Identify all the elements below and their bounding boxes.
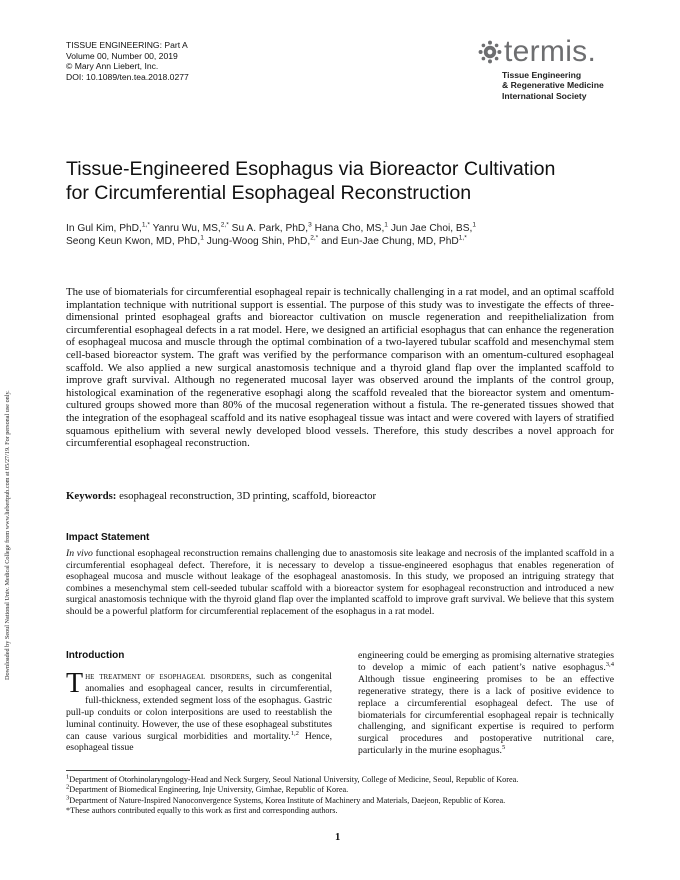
author-affiliation: 1 bbox=[200, 234, 204, 242]
gear-dots-icon bbox=[478, 40, 502, 64]
intro-smallcaps-lead: he treatment of esophageal disorders, bbox=[85, 671, 252, 682]
intro-text: Although tissue engineering promises to be an effective regenerative strategy, there is a lack of positive evidence to replace a circumferential esophageal defect. The use of biomaterials for circumferential esophageal repair is technically challenging, and significant expertise is required to perform surgical procedures and postoperative nutritional care, particularly in the murine esophagus. bbox=[358, 673, 614, 757]
title-line: Tissue-Engineered Esophagus via Bioreactor Cultivation bbox=[66, 158, 556, 180]
author-line bbox=[66, 235, 626, 248]
footnote-text: Department of Otorhinolaryngology-Head and Neck Surgery, Seoul National University, College of Medicine, Seoul, Republic of Korea. bbox=[69, 775, 519, 784]
footnote bbox=[66, 796, 626, 806]
footnote-text: Department of Biomedical Engineering, Inje University, Gimhae, Republic of Korea. bbox=[69, 785, 349, 795]
intro-left-column bbox=[66, 668, 332, 754]
author-line bbox=[66, 222, 626, 235]
author-affiliation: 1 bbox=[384, 221, 388, 229]
logo-tagline bbox=[502, 70, 628, 101]
author-affiliation: 3 bbox=[308, 221, 312, 229]
author-affiliation: 1,* bbox=[458, 234, 467, 242]
intro-heading: Introduction bbox=[66, 650, 125, 661]
author-affiliation: 1,* bbox=[141, 221, 150, 229]
journal-info bbox=[66, 40, 189, 82]
author-name: Jung-Woog Shin, PhD, bbox=[206, 236, 311, 247]
footnote-marker: 1 bbox=[66, 773, 70, 781]
drop-cap: T bbox=[66, 668, 84, 699]
footnote-marker: 2 bbox=[66, 783, 70, 791]
intro-text: Hence, esophageal tissue bbox=[66, 730, 332, 754]
author-name: and Eun-Jae Chung, MD, PhD bbox=[321, 236, 459, 247]
logo-tagline-line: & Regenerative Medicine bbox=[502, 80, 604, 91]
impact-italic-lead: In vivo bbox=[66, 548, 93, 559]
author-name: Yanru Wu, MS, bbox=[152, 223, 221, 234]
impact-body: functional esophageal reconstruction remains challenging due to anastomosis site leakage and necrosis of the implanted scaffold in a circumferential esophageal defect. Therefore, it is necessary to develop a tissue-engineered esophagus that enables regeneration of esophageal mucosa and muscle without leakage of the esophageal anastomosis. In this study, we proposed an intriguing strategy that combines a mesenchymal stem cell-seeded tubular scaffold with a bioreactor system for esophageal reconstruction and introduced a new surgical anastomosis technique with the thyroid gland flap over the implanted scaffold to improve graft survival. We believe that this system should be a powerful platform for circumferential replacement of the esophagus in a rat model. bbox=[66, 548, 615, 617]
footnotes bbox=[66, 775, 626, 817]
article-title bbox=[66, 157, 626, 205]
download-banner: Downloaded by Seoul National Univ. Medical College from www.liebertpub.com at 05/27/19. For personal use only. bbox=[4, 390, 11, 680]
author-list bbox=[66, 222, 626, 248]
journal-line: © Mary Ann Liebert, Inc. bbox=[66, 61, 159, 72]
footnote-divider bbox=[66, 770, 190, 771]
logo-mark bbox=[478, 36, 628, 68]
footnote-text: Department of Nature-Inspired Nanoconvergence Systems, Korea Institute of Machinery and Materials, Daejeon, Republic of Korea. bbox=[69, 795, 506, 805]
keywords-label: Keywords: bbox=[66, 490, 117, 502]
citation: 1,2 bbox=[290, 729, 299, 737]
author-name: Su A. Park, PhD, bbox=[231, 223, 309, 234]
citation: 5 bbox=[501, 744, 506, 752]
footnote bbox=[66, 775, 626, 785]
footnote-marker: 3 bbox=[66, 794, 70, 802]
journal-line: TISSUE ENGINEERING: Part A bbox=[66, 40, 188, 50]
footnote-text: *These authors contributed equally to this work as first and corresponding authors. bbox=[66, 806, 338, 816]
logo-tagline-line: Tissue Engineering bbox=[502, 70, 582, 80]
author-affiliation: 1 bbox=[472, 221, 477, 229]
termis-logo bbox=[478, 36, 628, 101]
intro-text: such as congenital anomalies and esophageal cancer, results in circumferential, full-thickness, extended segment loss of the esophagus. Gastric pull-up conduits or colon interpositions are used to reestablish the luminal continuity. However, the use of these esophageal substitutes can cause various surgical morbidities and mortality. bbox=[66, 671, 332, 742]
author-affiliation: 2,* bbox=[310, 234, 319, 242]
logo-tagline-line: International Society bbox=[502, 90, 587, 101]
page-number: 1 bbox=[335, 832, 341, 843]
author-name: Jun Jae Choi, BS, bbox=[390, 223, 473, 234]
author-affiliation: 2,* bbox=[220, 221, 229, 229]
intro-right-column bbox=[358, 650, 614, 757]
impact-text bbox=[66, 548, 614, 618]
abstract-text: The use of biomaterials for circumferential esophageal repair is technically challenging in a rat model, and an optimal scaffold implantation technique with nutritional support is essential. The purpose of this study was to investigate the effects of three-dimensional printed esophageal grafts and bioreactor cultivation on muscle regeneration and reepithelialization from circumferential esophageal defects in a rat model. Here, we designed an artificial esophagus that can enhance the regeneration of esophageal mucosa and muscle through the optimal combination of a two-layered tubular scaffold and mesenchymal stem cell-based bioreactor system. The graft was verified by the performance comparison with an omentum-cultured esophageal scaffold. We also applied a new surgical anastomosis technique and a thyroid gland flap over the implanted scaffold to improve graft survival. Although no regenerated mucosal layer was observed around the implants of the control group, histological examination of the regenerative esophagi along the scaffold revealed that the bioreactor system and omentum-cultured groups showed more than 80% of the mucosal regeneration without a fistula. The re-generated tissues showed that the integration of the esophageal scaffold and its native esophageal tissue was intact and were covered with layers of stratified squamous epithelium with several newly developed blood vessels. Therefore, this study describes a novel approach for circumferential esophageal reconstruction. bbox=[66, 286, 614, 450]
author-name: In Gul Kim, PhD, bbox=[66, 223, 142, 234]
author-name: Hana Cho, MS, bbox=[314, 223, 385, 234]
footnote bbox=[66, 806, 626, 816]
journal-line: Volume 00, Number 00, 2019 bbox=[66, 50, 178, 61]
logo-wordmark: termis. bbox=[504, 35, 597, 68]
impact-heading: Impact Statement bbox=[66, 532, 150, 543]
doi-line: DOI: 10.1089/ten.tea.2018.0277 bbox=[66, 71, 189, 82]
title-line: for Circumferential Esophageal Reconstruction bbox=[66, 182, 472, 204]
author-name: Seong Keun Kwon, MD, PhD, bbox=[66, 236, 201, 247]
footnote bbox=[66, 785, 626, 795]
keywords bbox=[66, 490, 614, 503]
keywords-text: esophageal reconstruction, 3D printing, scaffold, bioreactor bbox=[119, 490, 377, 502]
citation: 3,4 bbox=[605, 660, 614, 668]
intro-text: engineering could be emerging as promising alternative strategies to develop a mimic of each patient’s native esophagus. bbox=[358, 650, 614, 673]
